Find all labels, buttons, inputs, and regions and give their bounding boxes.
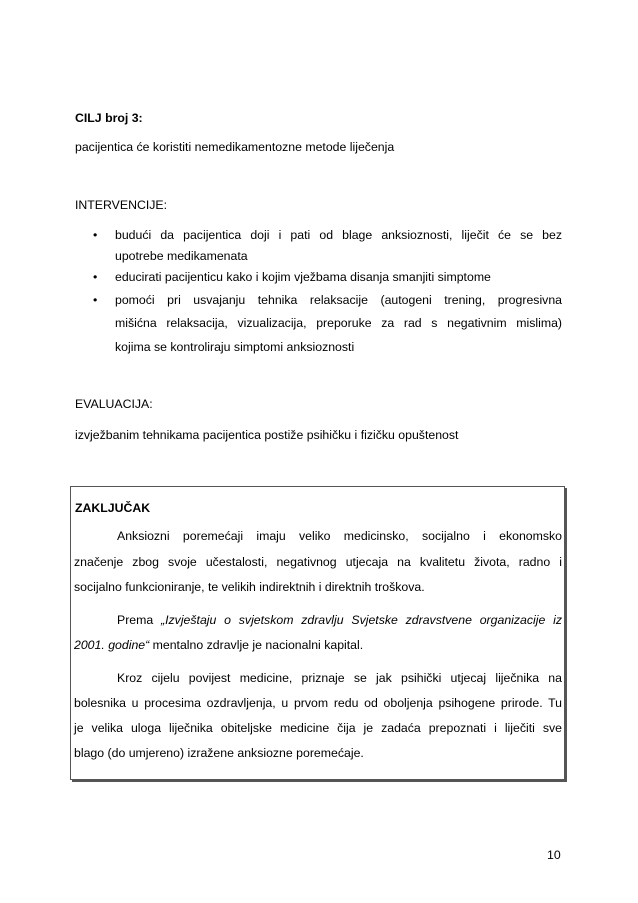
evaluation-heading: EVALUACIJA: [75,397,153,411]
list-item-line: upotrebe medikamenata [115,249,248,263]
paragraph-line: je velika uloga liječnika obiteljske medicine čija je zadaća prepoznati i liječiti sve [74,721,562,735]
page-number: 10 [547,848,561,862]
paragraph-line [74,637,363,653]
list-item-line: pomoći pri usvajanju tehnika relaksacije (autogeni trening, progresivna [115,293,562,307]
goal-text: pacijentica će koristiti nemedikamentozne metode liječenja [75,140,395,154]
evaluation-text: izvježbanim tehnikama pacijentica postiže psihičku i fizičku opuštenost [75,428,459,442]
paragraph-line [117,612,562,628]
list-item-line: kojima se kontroliraju simptomi anksioznosti [115,340,355,354]
bullet-icon: • [93,293,98,307]
paragraph-line: značenje zbog svoje učestalosti, negativnog utjecaja na kvalitetu života, radno i [74,555,562,569]
interventions-heading: INTERVENCIJE: [75,198,168,212]
list-item-line: mišićna relaksacija, vizualizacija, preporuke za rad s negativnim mislima) [115,316,562,330]
bullet-icon: • [93,270,98,284]
paragraph-line: blago (do umjereno) izražene anksiozne poremećaje. [74,746,364,760]
bullet-icon: • [93,228,98,242]
goal-heading: CILJ broj 3: [75,111,143,125]
list-item-line: educirati pacijenticu kako i kojim vježbama disanja smanjiti simptome [115,270,491,284]
paragraph-text: Prema [117,613,162,627]
list-item-line: budući da pacijentica doji i pati od blage anksioznosti, liječit će se bez [115,228,562,242]
paragraph-line: socijalno funkcioniranje, te velikih indirektnih i direktnih troškova. [74,580,425,594]
paragraph-text: mentalno zdravlje je nacionalni kapital. [149,638,364,652]
paragraph-line: Kroz cijelu povijest medicine, priznaje se jak psihički utjecaj liječnika na [117,671,562,685]
paragraph-line: bolesnika u procesima ozdravljenja, u prvom redu od oboljenja psihogene prirode. Tu [74,696,562,710]
conclusion-heading: ZAKLJUČAK [75,501,151,515]
report-citation: „Izvještaju o svjetskom zdravlju Svjetske zdravstvene organizacije iz [161,613,563,627]
report-citation-year: 2001. godine“ [74,638,150,652]
paragraph-line: Anksiozni poremećaji imaju veliko medicinsko, socijalno i ekonomsko [117,529,562,543]
